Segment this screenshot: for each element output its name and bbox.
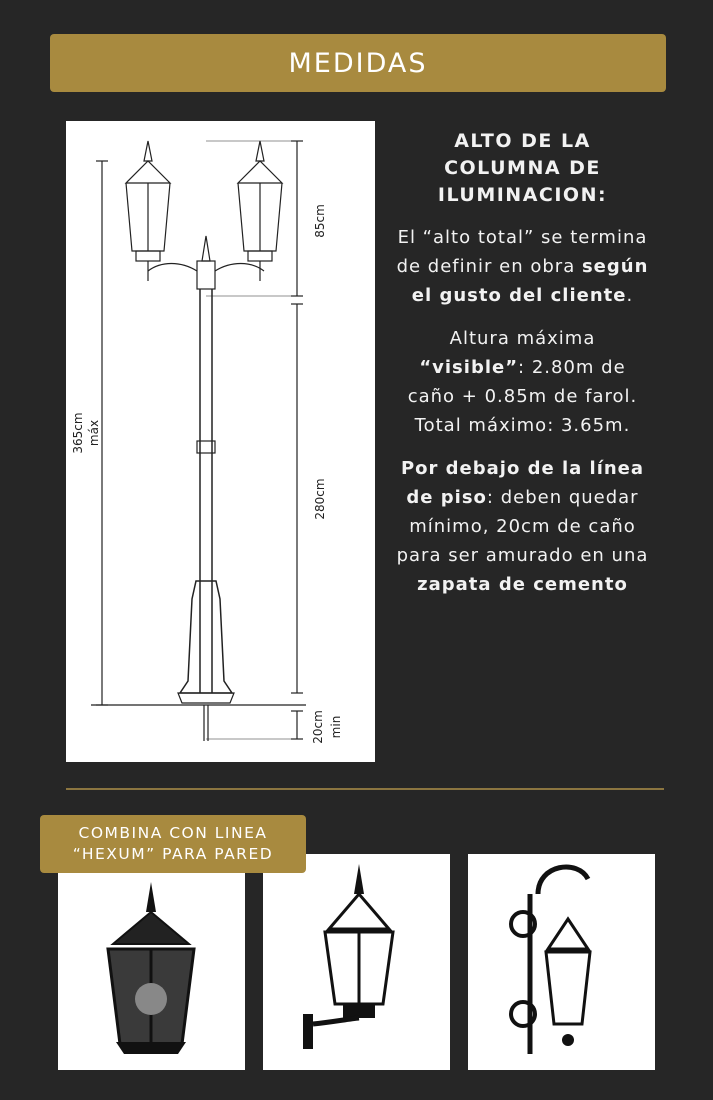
dim-label-total: 365cm xyxy=(71,412,85,454)
info-panel xyxy=(395,128,650,613)
dim-label-total-note: máx xyxy=(87,419,101,447)
dim-label-top: 85cm xyxy=(313,204,327,238)
lantern-photo-1 xyxy=(58,854,245,1070)
lantern-photo-2 xyxy=(263,854,450,1070)
divider xyxy=(66,788,664,790)
dimension-drawing xyxy=(66,121,375,762)
dim-label-below: 20cm xyxy=(311,710,325,744)
lantern-image xyxy=(468,854,655,1070)
info-paragraph-1: El “alto total” se termina de definir en obra según el gusto del cliente. xyxy=(396,227,649,306)
title-bar xyxy=(50,34,666,92)
dim-label-pipe: 280cm xyxy=(313,478,327,520)
combina-line-2: “HEXUM” PARA PARED xyxy=(72,845,274,863)
lantern-image xyxy=(263,854,450,1070)
info-heading: ALTO DE LA COLUMNA DE ILUMINACION: xyxy=(437,130,608,206)
combina-badge xyxy=(40,815,306,873)
lantern-photo-3 xyxy=(468,854,655,1070)
page-title: MEDIDAS xyxy=(288,47,428,79)
combina-line-1: COMBINA CON LINEA xyxy=(78,824,268,842)
info-paragraph-3: Por debajo de la línea de piso: deben quedar mínimo, 20cm de caño para ser amurado en una zapata de cemento xyxy=(396,458,649,595)
dim-label-below-note: min xyxy=(329,715,343,739)
info-paragraph-2: Altura máxima “visible”: 2.80m de caño + 0.85m de farol. Total máximo: 3.65m. xyxy=(407,328,638,436)
lamp-post-diagram xyxy=(66,121,375,762)
lantern-image xyxy=(58,854,245,1070)
